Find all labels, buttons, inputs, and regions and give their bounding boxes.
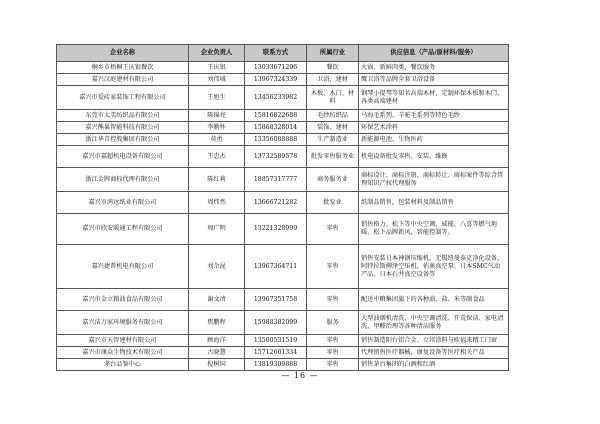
- supply-info: 纸制品销售，包装材料及制品销售: [359, 192, 509, 214]
- industry: 零售: [307, 335, 359, 347]
- supply-info: 钢琴小提琴等知名高端木材，定制环保木板和木门，各类高端建材: [359, 86, 509, 110]
- phone: 13456233982: [245, 86, 307, 110]
- company-name: 嘉兴捷普机电有限公司: [57, 245, 189, 289]
- table-row: [57, 359, 509, 371]
- table-row: [57, 192, 509, 214]
- company-name: 嘉兴市金立粮油食品有限公司: [57, 289, 189, 311]
- header-supply-info: 供应信息（产品/原材料/服务）: [359, 45, 509, 62]
- industry: 零售: [307, 289, 359, 311]
- principal: 古晓慧: [189, 347, 245, 359]
- supply-info: 马海毛系列、羊驼毛系列等特色毛纱: [359, 110, 509, 122]
- table-row: [57, 62, 509, 74]
- phone: 13500531519: [245, 335, 307, 347]
- principal: 焦鹏程: [189, 311, 245, 335]
- supply-info: 配送中粮集团旗下的各种油、盐、米等副食品: [359, 289, 509, 311]
- company-name: 嘉兴市鸿远纸业有限公司: [57, 192, 189, 214]
- industry: 餐饮: [307, 62, 359, 74]
- phone: 13221328999: [245, 214, 307, 245]
- supply-info: 销售茅台集团的白酒和红酒: [359, 359, 509, 371]
- company-name: 嘉兴熊巢智能科技有限公司: [57, 122, 189, 134]
- header-contact: 联系方式: [245, 45, 307, 62]
- phone: 18857317777: [245, 168, 307, 192]
- phone: 15988382099: [245, 311, 307, 335]
- header-company: 企业名称: [57, 45, 189, 62]
- supply-info: 销售制造阳台铝合金、立邦涂料与欧福来精工门窗: [359, 335, 509, 347]
- industry: 卫浴、建材: [307, 74, 359, 86]
- table-row: [57, 74, 509, 86]
- company-name: 嘉兴市康众生物技术有限公司: [57, 347, 189, 359]
- phone: 13967351758: [245, 289, 307, 311]
- phone: 13967364711: [245, 245, 307, 289]
- company-name: 东莞市太美纺织品有限公司: [57, 110, 189, 122]
- table-row: [57, 311, 509, 335]
- supply-info: 销售安装日本神钢压缩机、无锡纽曼泰克净化设备、阿特拉斯柳泽空压机、佑奥真空泵、日本SMC气动产品、日本石井真空设备等: [359, 245, 509, 289]
- phone: 15816822688: [245, 110, 307, 122]
- principal: 顾海洋: [189, 335, 245, 347]
- industry: 零售: [307, 347, 359, 359]
- company-name: 嘉兴市欣安暖通工程有限公司: [57, 214, 189, 245]
- principal: 王旭生: [189, 86, 245, 110]
- supply-info: 大型油烟机清洗、中央空调清洗、开荒保洁、家电清洗、甲醛治理等各种清洁服务: [359, 311, 509, 335]
- company-name: 嘉兴汉庭建材有限公司: [57, 74, 189, 86]
- principal: 谢文清: [189, 289, 245, 311]
- company-name: 嘉兴市爱砖家装饰工程有限公司: [57, 86, 189, 110]
- principal: 莫勇: [189, 134, 245, 146]
- supplier-table: [56, 44, 509, 371]
- header-principal: 企业负责人: [189, 45, 245, 62]
- phone: 13819309888: [245, 359, 307, 371]
- supply-info: 鹰卫浴等品牌全套卫浴设备: [359, 74, 509, 86]
- principal: 陈锦亮: [189, 110, 245, 122]
- table-row: [57, 245, 509, 289]
- supply-info: 销售格力、松下等中央空调、威能、八喜等燃气地暖、松下品牌新风、智能控制等。: [359, 214, 509, 245]
- industry: 服务: [307, 311, 359, 335]
- principal: 刘伟城: [189, 74, 245, 86]
- supply-info: 机电设备批发零售、安装、维修: [359, 146, 509, 168]
- principal: 陈红莉: [189, 168, 245, 192]
- table-row: [57, 146, 509, 168]
- principal: 周炜然: [189, 192, 245, 214]
- supply-info: 新能源电池、生物医药: [359, 134, 509, 146]
- phone: 13967324339: [245, 74, 307, 86]
- table-row: [57, 110, 509, 122]
- company-name: 嘉兴市天智建材有限公司: [57, 335, 189, 347]
- table-row: [57, 289, 509, 311]
- supply-info: 火锅、新鲜肉类、餐饮服务: [359, 62, 509, 74]
- company-name: 嘉兴市嘉超机电设备有限公司: [57, 146, 189, 168]
- phone: 13033671296: [245, 62, 307, 74]
- phone: 13732589578: [245, 146, 307, 168]
- industry: 商务服务业: [307, 168, 359, 192]
- principal: 王忠杰: [189, 146, 245, 168]
- industry: 毛纱纺织品: [307, 110, 359, 122]
- principal: 李勤怀: [189, 122, 245, 134]
- principal: 周广明: [189, 214, 245, 245]
- table-row: [57, 134, 509, 146]
- table-row: [57, 214, 509, 245]
- phone: 15712601334: [245, 347, 307, 359]
- industry: 生产制造业: [307, 134, 359, 146]
- supply-info: 代理销售医疗器械，康复设备等医疗相关产品: [359, 347, 509, 359]
- phone: 15868328014: [245, 122, 307, 134]
- industry: 木板、木门、材料: [307, 86, 359, 110]
- industry: 批发业: [307, 192, 359, 214]
- company-name: 嘉兴洁万家环境服务有限公司: [57, 311, 189, 335]
- table-row: [57, 86, 509, 110]
- company-name: 桐乡市梧桐王庆银餐饮: [57, 62, 189, 74]
- phone: 13356088888: [245, 134, 307, 146]
- company-name: 茅台品鉴中心: [57, 359, 189, 371]
- principal: 刘余昆: [189, 245, 245, 289]
- company-name: 浙江华青控股集团有限公司: [57, 134, 189, 146]
- industry: 零售: [307, 245, 359, 289]
- table-row: [57, 122, 509, 134]
- company-name: 浙江金牌商标代理有限公司: [57, 168, 189, 192]
- supply-info: 环保艺术涂料: [359, 122, 509, 134]
- table-row: [57, 335, 509, 347]
- page-number: — 16 —: [281, 371, 319, 380]
- industry: 零售: [307, 214, 359, 245]
- industry: 零售: [307, 359, 359, 371]
- table-row: [57, 347, 509, 359]
- header-industry: 所属行业: [307, 45, 359, 62]
- principal: 倪树国: [189, 359, 245, 371]
- supply-info: 商标设计、商标注册、商标转让、商标案件等综合管理知识产权代理服务: [359, 168, 509, 192]
- table-header-row: [57, 45, 509, 62]
- phone: 13666721282: [245, 192, 307, 214]
- principal: 王庆银: [189, 62, 245, 74]
- table-row: [57, 168, 509, 192]
- industry: 装饰、建材: [307, 122, 359, 134]
- industry: 批发零售服务业: [307, 146, 359, 168]
